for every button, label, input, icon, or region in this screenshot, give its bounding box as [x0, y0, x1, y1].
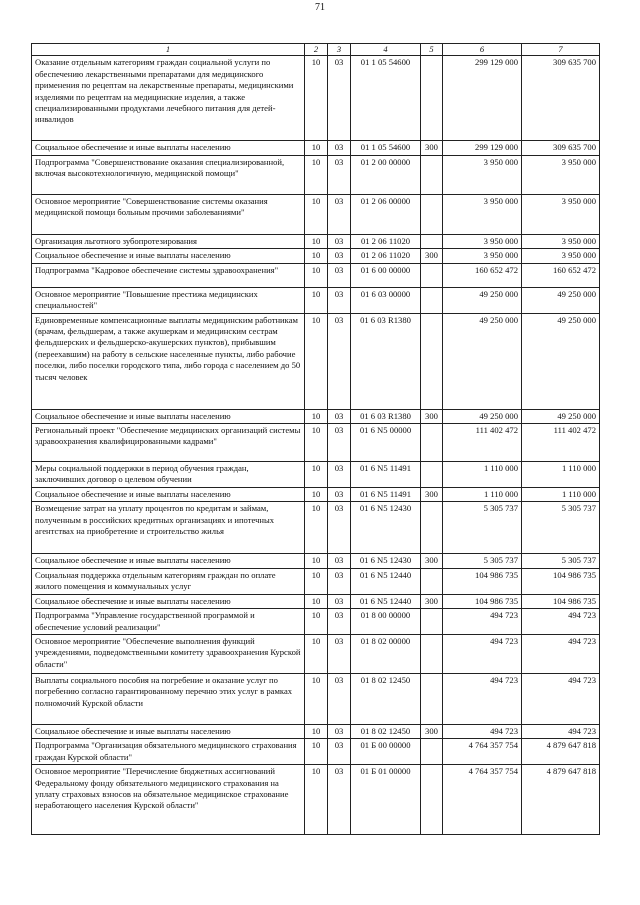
header-row: [32, 44, 600, 56]
row-subsection: 03: [328, 423, 351, 461]
row-subsection: 03: [328, 502, 351, 554]
row-expense-type: 300: [421, 249, 443, 263]
row-expense-type: [421, 568, 443, 594]
row-amount-year2: 494 723: [522, 634, 600, 673]
row-name: Подпрограмма "Управление государственной программой и обеспечение условий реализации": [32, 609, 305, 635]
row-name: Основное мероприятие "Обеспечение выполнения функций учреждениями, подведомственными комитету здравоохранения Курской области": [32, 634, 305, 673]
row-amount-year2: 111 402 472: [522, 423, 600, 461]
row-target-code: 01 8 02 12450: [351, 673, 421, 724]
row-amount-year2: 1 110 000: [522, 461, 600, 487]
row-expense-type: [421, 155, 443, 194]
table-row: [32, 554, 600, 568]
row-subsection: 03: [328, 765, 351, 835]
row-target-code: 01 6 N5 12440: [351, 568, 421, 594]
row-expense-type: [421, 634, 443, 673]
row-target-code: 01 6 03 R1380: [351, 409, 421, 423]
row-name: Меры социальной поддержки в период обучения граждан, заключивших договор о целевом обучении: [32, 461, 305, 487]
row-amount-year1: 160 652 472: [443, 263, 522, 287]
row-amount-year1: 1 110 000: [443, 487, 522, 501]
row-name: Социальное обеспечение и иные выплаты населению: [32, 487, 305, 501]
row-target-code: 01 6 N5 11491: [351, 461, 421, 487]
row-section: 10: [305, 554, 328, 568]
row-name: Социальное обеспечение и иные выплаты населению: [32, 409, 305, 423]
row-expense-type: [421, 609, 443, 635]
row-target-code: 01 6 N5 12440: [351, 594, 421, 608]
header-cell: 4: [351, 44, 421, 56]
row-amount-year1: 49 250 000: [443, 409, 522, 423]
row-name: Выплаты социального пособия на погребение и оказание услуг по погребению согласно гарантированному перечню этих услуг в рамках полномочий Курской области: [32, 673, 305, 724]
row-subsection: 03: [328, 739, 351, 765]
row-subsection: 03: [328, 409, 351, 423]
row-target-code: 01 Б 00 00000: [351, 739, 421, 765]
row-section: 10: [305, 141, 328, 155]
table-row: [32, 568, 600, 594]
row-amount-year2: 104 986 735: [522, 594, 600, 608]
row-amount-year1: 1 110 000: [443, 461, 522, 487]
row-amount-year1: 4 764 357 754: [443, 765, 522, 835]
row-target-code: 01 8 02 00000: [351, 634, 421, 673]
row-subsection: 03: [328, 634, 351, 673]
table-row: [32, 313, 600, 409]
row-name: Возмещение затрат на уплату процентов по кредитам и займам, полученным в российских кредитных организациях и ипотечных агентствах на приобретение и строительство жилья: [32, 502, 305, 554]
row-subsection: 03: [328, 487, 351, 501]
row-amount-year1: 104 986 735: [443, 568, 522, 594]
row-amount-year1: 3 950 000: [443, 194, 522, 234]
row-target-code: 01 6 N5 12430: [351, 554, 421, 568]
table-row: [32, 141, 600, 155]
row-name: Подпрограмма "Кадровое обеспечение системы здравоохранения": [32, 263, 305, 287]
row-expense-type: 300: [421, 141, 443, 155]
row-section: 10: [305, 234, 328, 248]
row-subsection: 03: [328, 141, 351, 155]
row-subsection: 03: [328, 673, 351, 724]
row-expense-type: 300: [421, 487, 443, 501]
header-cell: 2: [305, 44, 328, 56]
row-name: Подпрограмма "Организация обязательного медицинского страхования граждан Курской области": [32, 739, 305, 765]
row-section: 10: [305, 739, 328, 765]
row-target-code: 01 2 06 11020: [351, 234, 421, 248]
row-subsection: 03: [328, 287, 351, 313]
row-section: 10: [305, 487, 328, 501]
table-row: [32, 287, 600, 313]
row-amount-year1: 299 129 000: [443, 56, 522, 141]
row-amount-year2: 160 652 472: [522, 263, 600, 287]
row-target-code: 01 2 00 00000: [351, 155, 421, 194]
row-expense-type: [421, 673, 443, 724]
table-row: [32, 765, 600, 835]
row-amount-year2: 494 723: [522, 609, 600, 635]
row-name: Региональный проект "Обеспечение медицинских организаций системы здравоохранения квалифицированными кадрами": [32, 423, 305, 461]
row-amount-year2: 309 635 700: [522, 141, 600, 155]
row-amount-year1: 5 305 737: [443, 554, 522, 568]
row-amount-year2: 4 879 647 818: [522, 739, 600, 765]
row-target-code: 01 6 N5 12430: [351, 502, 421, 554]
table-row: [32, 724, 600, 738]
table-row: [32, 634, 600, 673]
header-cell: 5: [421, 44, 443, 56]
row-target-code: 01 8 00 00000: [351, 609, 421, 635]
row-amount-year1: 494 723: [443, 609, 522, 635]
row-section: 10: [305, 313, 328, 409]
row-expense-type: [421, 739, 443, 765]
row-target-code: 01 1 05 54600: [351, 56, 421, 141]
row-amount-year1: 4 764 357 754: [443, 739, 522, 765]
row-amount-year2: 5 305 737: [522, 554, 600, 568]
row-subsection: 03: [328, 313, 351, 409]
row-name: Организация льготного зубопротезирования: [32, 234, 305, 248]
row-amount-year2: 309 635 700: [522, 56, 600, 141]
row-target-code: 01 1 05 54600: [351, 141, 421, 155]
row-section: 10: [305, 249, 328, 263]
row-section: 10: [305, 594, 328, 608]
row-subsection: 03: [328, 461, 351, 487]
row-subsection: 03: [328, 194, 351, 234]
table-row: [32, 502, 600, 554]
table-row: [32, 673, 600, 724]
table-row: [32, 155, 600, 194]
budget-table: [31, 43, 600, 835]
row-subsection: 03: [328, 609, 351, 635]
header-cell: 6: [443, 44, 522, 56]
table-row: [32, 263, 600, 287]
table-row: [32, 461, 600, 487]
table-row: [32, 609, 600, 635]
header-cell: 7: [522, 44, 600, 56]
row-section: 10: [305, 765, 328, 835]
row-expense-type: 300: [421, 554, 443, 568]
row-target-code: 01 2 06 11020: [351, 249, 421, 263]
row-section: 10: [305, 609, 328, 635]
row-amount-year2: 3 950 000: [522, 155, 600, 194]
row-expense-type: [421, 234, 443, 248]
row-expense-type: [421, 287, 443, 313]
row-expense-type: [421, 502, 443, 554]
row-expense-type: [421, 423, 443, 461]
row-subsection: 03: [328, 249, 351, 263]
row-amount-year1: 49 250 000: [443, 287, 522, 313]
row-amount-year2: 49 250 000: [522, 409, 600, 423]
row-target-code: 01 6 03 00000: [351, 287, 421, 313]
row-amount-year2: 5 305 737: [522, 502, 600, 554]
row-section: 10: [305, 634, 328, 673]
row-amount-year1: 111 402 472: [443, 423, 522, 461]
row-amount-year1: 494 723: [443, 724, 522, 738]
row-amount-year2: 49 250 000: [522, 313, 600, 409]
header-cell: 1: [32, 44, 305, 56]
row-name: Социальное обеспечение и иные выплаты населению: [32, 554, 305, 568]
header-cell: 3: [328, 44, 351, 56]
row-section: 10: [305, 194, 328, 234]
row-name: Социальное обеспечение и иные выплаты населению: [32, 724, 305, 738]
row-section: 10: [305, 56, 328, 141]
row-subsection: 03: [328, 554, 351, 568]
row-section: 10: [305, 423, 328, 461]
table-row: [32, 56, 600, 141]
row-name: Основное мероприятие "Совершенствование системы оказания медицинской помощи больным прочими заболеваниями": [32, 194, 305, 234]
row-section: 10: [305, 673, 328, 724]
table-row: [32, 249, 600, 263]
row-name: Социальная поддержка отдельным категориям граждан по оплате жилого помещения и коммунальных услуг: [32, 568, 305, 594]
row-target-code: 01 Б 01 00000: [351, 765, 421, 835]
row-expense-type: [421, 263, 443, 287]
row-name: Основное мероприятие "Перечисление бюджетных ассигнований Федеральному фонду обязательного медицинского страхования на уплату страховых взносов на обязательное медицинское страхование неработающего населения Курской области": [32, 765, 305, 835]
row-name: Оказание отдельным категориям граждан социальной услуги по обеспечению лекарственными препаратами для медицинского применения по рецептам на лекарственные препараты, медицинскими изделиями по рецептам на медицинские изделия, а также специализированными продуктами лечебного питания для детей-инвалидов: [32, 56, 305, 141]
row-amount-year2: 3 950 000: [522, 194, 600, 234]
row-expense-type: [421, 765, 443, 835]
row-section: 10: [305, 502, 328, 554]
row-section: 10: [305, 287, 328, 313]
row-amount-year2: 3 950 000: [522, 249, 600, 263]
row-subsection: 03: [328, 724, 351, 738]
row-expense-type: [421, 194, 443, 234]
row-amount-year1: 494 723: [443, 673, 522, 724]
row-amount-year2: 1 110 000: [522, 487, 600, 501]
row-amount-year2: 494 723: [522, 673, 600, 724]
row-subsection: 03: [328, 568, 351, 594]
row-subsection: 03: [328, 263, 351, 287]
row-section: 10: [305, 461, 328, 487]
row-amount-year1: 299 129 000: [443, 141, 522, 155]
table-row: [32, 423, 600, 461]
row-subsection: 03: [328, 155, 351, 194]
row-amount-year1: 3 950 000: [443, 234, 522, 248]
table-row: [32, 739, 600, 765]
row-expense-type: 300: [421, 409, 443, 423]
row-target-code: 01 2 06 00000: [351, 194, 421, 234]
row-target-code: 01 6 N5 00000: [351, 423, 421, 461]
row-name: Социальное обеспечение и иные выплаты населению: [32, 594, 305, 608]
row-name: Единовременные компенсационные выплаты медицинским работникам (врачам, фельдшерам, а также акушеркам и медицинским сестрам фельдшерских и фельдшерско-акушерских пунктов), прибывшим (переехавшим) на работу в сельские населенные пункты, либо рабочие поселки, либо поселки городского типа, либо города с населением до 50 тысяч человек: [32, 313, 305, 409]
row-target-code: 01 6 00 00000: [351, 263, 421, 287]
row-section: 10: [305, 409, 328, 423]
row-expense-type: [421, 461, 443, 487]
row-subsection: 03: [328, 234, 351, 248]
row-target-code: 01 6 N5 11491: [351, 487, 421, 501]
row-section: 10: [305, 568, 328, 594]
row-amount-year2: 49 250 000: [522, 287, 600, 313]
row-amount-year1: 49 250 000: [443, 313, 522, 409]
row-amount-year2: 104 986 735: [522, 568, 600, 594]
row-name: Социальное обеспечение и иные выплаты населению: [32, 249, 305, 263]
row-section: 10: [305, 155, 328, 194]
row-amount-year2: 494 723: [522, 724, 600, 738]
row-section: 10: [305, 263, 328, 287]
row-subsection: 03: [328, 594, 351, 608]
row-expense-type: 300: [421, 724, 443, 738]
row-name: Подпрограмма "Совершенствование оказания специализированной, включая высокотехнологичную, медицинской помощи": [32, 155, 305, 194]
row-subsection: 03: [328, 56, 351, 141]
row-target-code: 01 8 02 12450: [351, 724, 421, 738]
row-name: Основное мероприятие "Повышение престижа медицинских специальностей": [32, 287, 305, 313]
row-amount-year1: 104 986 735: [443, 594, 522, 608]
row-amount-year1: 5 305 737: [443, 502, 522, 554]
row-amount-year2: 3 950 000: [522, 234, 600, 248]
table-row: [32, 487, 600, 501]
row-amount-year2: 4 879 647 818: [522, 765, 600, 835]
row-section: 10: [305, 724, 328, 738]
row-name: Социальное обеспечение и иные выплаты населению: [32, 141, 305, 155]
table-row: [32, 594, 600, 608]
row-amount-year1: 3 950 000: [443, 155, 522, 194]
row-expense-type: [421, 313, 443, 409]
page-number: 71: [315, 2, 325, 13]
row-expense-type: [421, 56, 443, 141]
row-amount-year1: 3 950 000: [443, 249, 522, 263]
table-row: [32, 234, 600, 248]
row-amount-year1: 494 723: [443, 634, 522, 673]
row-target-code: 01 6 03 R1380: [351, 313, 421, 409]
table-row: [32, 409, 600, 423]
row-expense-type: 300: [421, 594, 443, 608]
table-row: [32, 194, 600, 234]
